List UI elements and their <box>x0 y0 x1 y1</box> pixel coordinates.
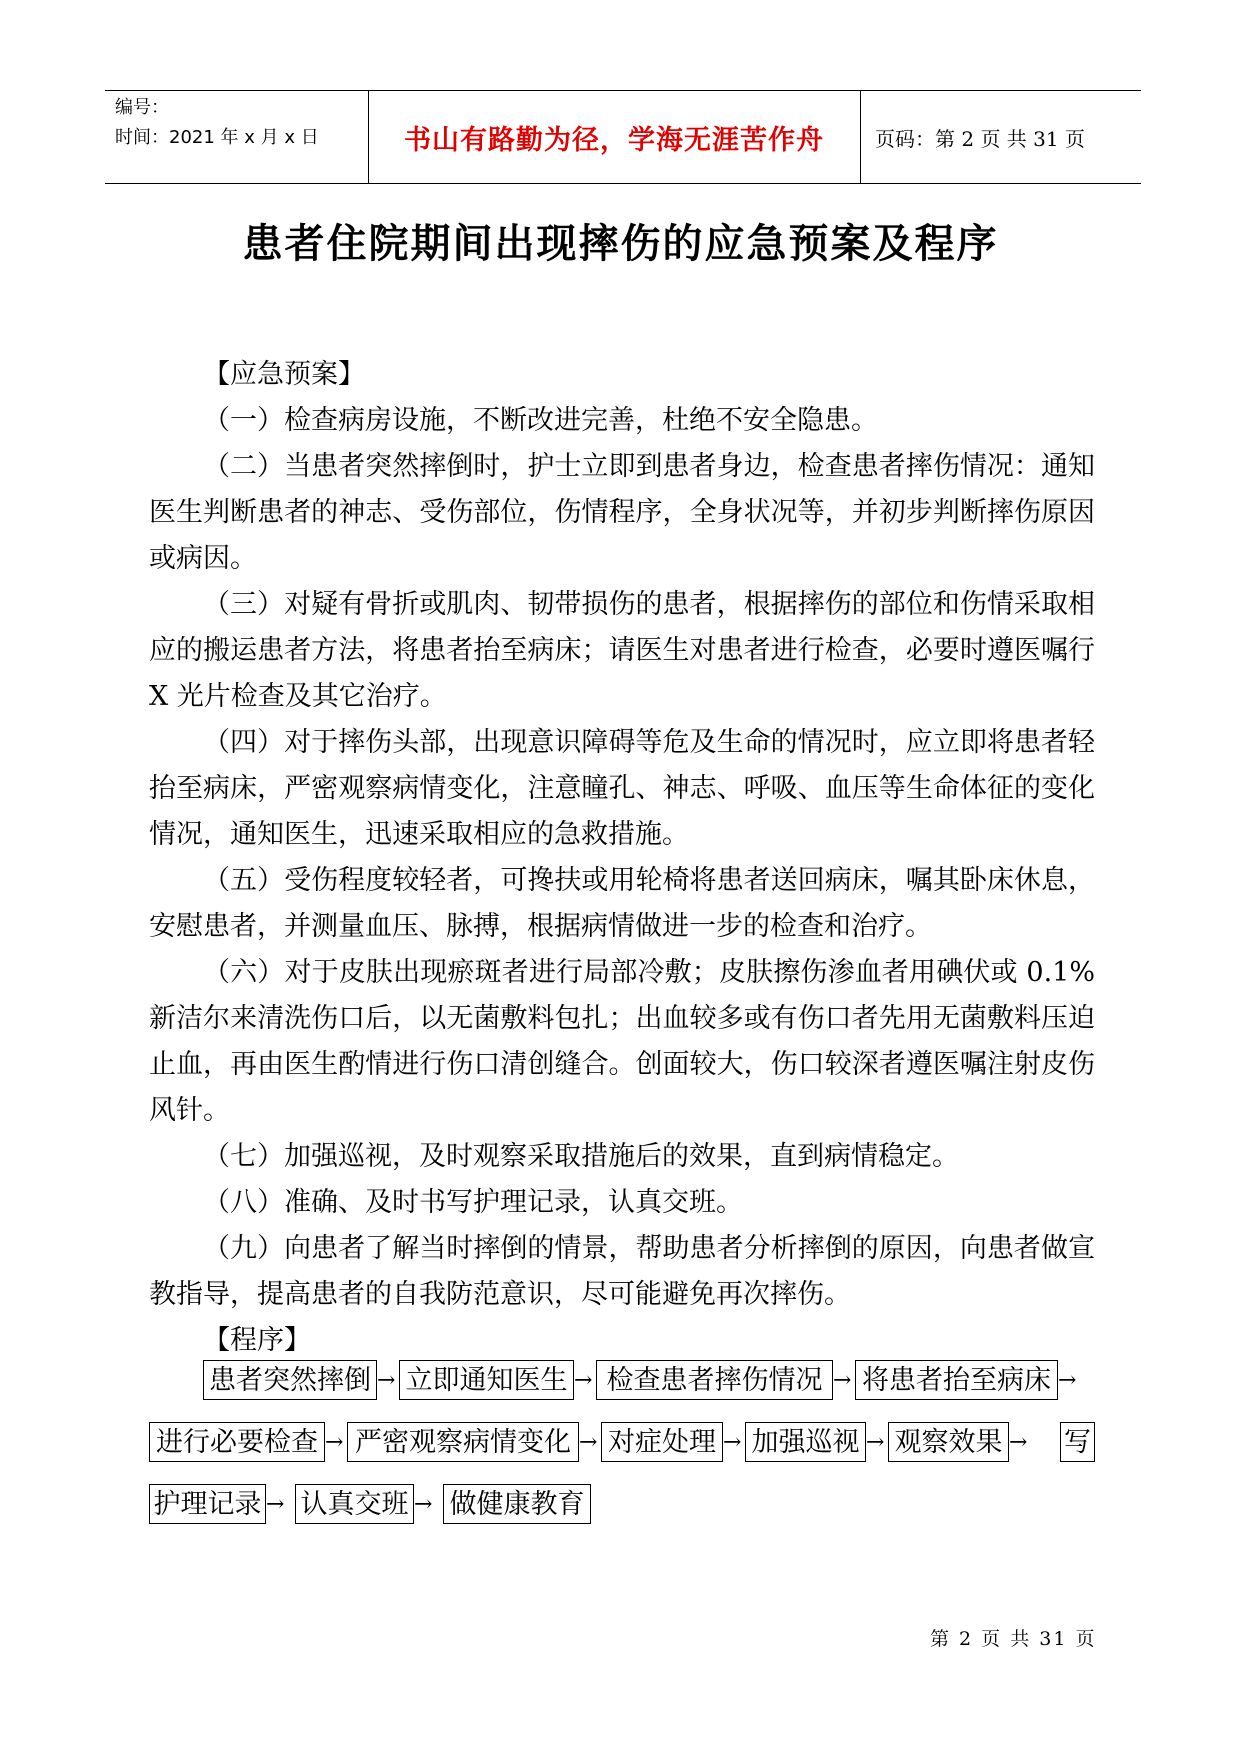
plan-item: （一）检查病房设施，不断改进完善，杜绝不安全隐患。 <box>203 405 878 436</box>
flow-step: 进行必要检查 <box>149 1422 325 1462</box>
document-title: 患者住院期间出现摔伤的应急预案及程序 <box>242 220 999 267</box>
flow-arrow-icon: → <box>1058 1368 1077 1393</box>
plan-item: （二）当患者突然摔倒时，护士立即到患者身边，检查患者摔伤情况：通知医生判断患者的神志、受伤部位，伤情程序，全身状况等，并初步判断摔伤原因或病因。 <box>149 451 1095 574</box>
plan-item: （五）受伤程度较轻者，可搀扶或用轮椅将患者送回病床，嘱其卧床休息，安慰患者，并测量血压、脉搏，根据病情做进一步的检查和治疗。 <box>149 865 1095 942</box>
plan-item: （七）加强巡视，及时观察采取措施后的效果，直到病情稳定。 <box>203 1141 959 1172</box>
header-meta <box>115 93 365 153</box>
flow-step: 做健康教育 <box>443 1484 591 1524</box>
flow-step: 对症处理 <box>601 1422 723 1462</box>
flow-step: 患者突然摔倒 <box>203 1360 377 1400</box>
plan-item: （三）对疑有骨折或肌肉、韧带损伤的患者，根据摔伤的部位和伤情采取相应的搬运患者方法，将患者抬至病床；请医生对患者进行检查，必要时遵医嘱行 X 光片检查及其它治疗。 <box>149 589 1095 712</box>
flow-step: 认真交班 <box>295 1484 414 1524</box>
flow-step: 观察效果 <box>888 1422 1009 1462</box>
flow-arrow-icon: → <box>414 1492 433 1517</box>
flow-arrow-icon: → <box>579 1430 598 1455</box>
flow-arrow-icon: → <box>866 1430 885 1455</box>
flow-step: 加强巡视 <box>745 1422 866 1462</box>
plan-heading: 【应急预案】 <box>203 359 365 390</box>
flow-arrow-icon: → <box>1009 1430 1028 1455</box>
document-body <box>149 352 1095 1364</box>
flow-step: 护理记录 <box>149 1484 266 1524</box>
plan-item: （四）对于摔伤头部，出现意识障碍等危及生命的情况时，应立即将患者轻抬至病床，严密观察病情变化，注意瞳孔、神志、呼吸、血压等生命体征的变化情况，通知医生，迅速采取相应的急救措施。 <box>149 727 1095 850</box>
flow-arrow-icon: → <box>325 1430 344 1455</box>
flow-step: 写 <box>1060 1422 1095 1462</box>
flow-step: 检查患者摔伤情况 <box>596 1360 833 1400</box>
number-label: 编号： <box>115 97 169 118</box>
flow-step: 严密观察病情变化 <box>347 1422 579 1462</box>
document-header <box>105 90 1141 184</box>
time-label: 时间：2021 年 x 月 x 日 <box>115 127 319 148</box>
flow-arrow-icon: → <box>266 1492 285 1517</box>
flow-step: 将患者抬至病床 <box>855 1360 1058 1400</box>
plan-item: （八）准确、及时书写护理记录，认真交班。 <box>203 1187 743 1218</box>
flow-step: 立即通知医生 <box>399 1360 574 1400</box>
flow-arrow-icon: → <box>723 1430 742 1455</box>
plan-item: （九）向患者了解当时摔倒的情景，帮助患者分析摔倒的原因，向患者做宣教指导，提高患者的自我防范意识，尽可能避免再次摔伤。 <box>149 1233 1095 1310</box>
header-motto: 书山有路勤为径，学海无涯苦作舟 <box>404 124 824 156</box>
plan-item: （六）对于皮肤出现瘀斑者进行局部冷敷；皮肤擦伤渗血者用碘伏或 0.1%新洁尔来清洗伤口后，以无菌敷料包扎；出血较多或有伤口者先用无菌敷料压迫止血，再由医生酌情进行伤口清创缝合。创面较大，伤口较深者遵医嘱注射皮伤风针。 <box>149 957 1095 1126</box>
header-divider <box>860 91 861 183</box>
flow-arrow-icon: → <box>574 1368 593 1393</box>
flow-arrow-icon: → <box>833 1368 852 1393</box>
procedure-heading: 【程序】 <box>203 1325 311 1356</box>
flow-arrow-icon: → <box>377 1368 396 1393</box>
page-footer: 第 2 页 共 31 页 <box>930 1628 1097 1650</box>
header-page-info: 页码：第 2 页 共 31 页 <box>875 126 1085 151</box>
